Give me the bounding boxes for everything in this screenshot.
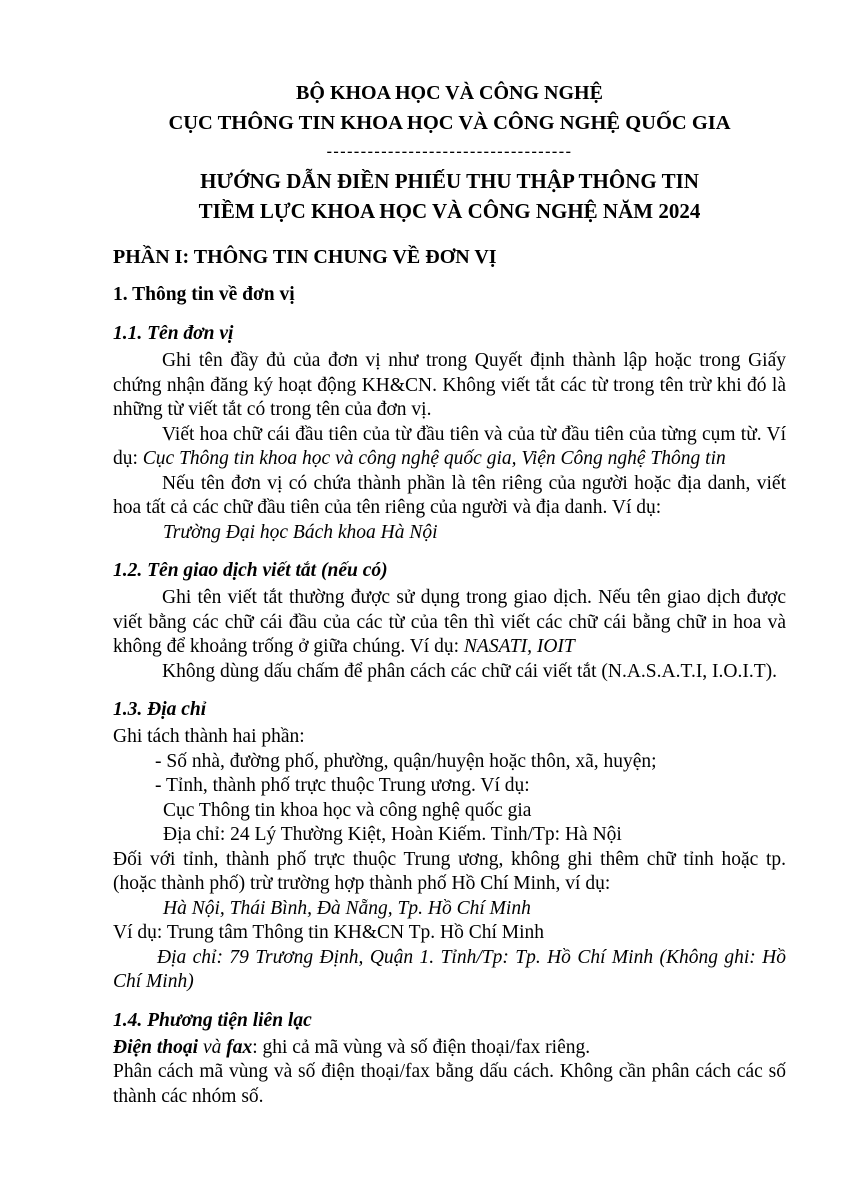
list-item-address-part2: - Tỉnh, thành phố trực thuộc Trung ương. Ví dụ:: [155, 775, 530, 796]
paragraph-1-3-b: Đối với tỉnh, thành phố trực thuộc Trung ương, không ghi thêm chữ tỉnh hoặc tp. (hoặc thành phố) trừ trường hợp thành phố Hồ Chí Minh, ví dụ:: [113, 848, 786, 894]
term-dien-thoai: Điện thoại: [113, 1036, 199, 1058]
subsection-1-2-heading: 1.2. Tên giao dịch viết tắt (nếu có): [113, 560, 388, 581]
text-run: và: [198, 1036, 227, 1058]
doc-title-line1: HƯỚNG DẪN ĐIỀN PHIẾU THU THẬP THÔNG TIN: [200, 169, 699, 193]
paragraph-1-4-b: Phân cách mã vùng và số điện thoại/fax bằng dấu cách. Không cần phân cách các số thành các nhóm số.: [113, 1061, 786, 1107]
org-name-line1: BỘ KHOA HỌC VÀ CÔNG NGHỆ: [296, 82, 603, 104]
paragraph-1-1-b: [113, 423, 786, 472]
org-name-line2: CỤC THÔNG TIN KHOA HỌC VÀ CÔNG NGHỆ QUỐC GIA: [168, 112, 731, 134]
list-item-address-part1: - Số nhà, đường phố, phường, quận/huyện hoặc thôn, xã, huyện;: [155, 750, 657, 772]
text-run: Viết hoa chữ cái đầu tiên của từ đầu tiên và của từ đầu tiên của từng cụm từ. Ví dụ:: [113, 423, 786, 469]
subsection-1-3-heading: 1.3. Địa chỉ: [113, 699, 207, 720]
example-line-dia-chi-79: Địa chỉ: 79 Trương Định, Quận 1. Tỉnh/Tp: Tp. Hồ Chí Minh (Không ghi: Hồ Chí Minh): [113, 946, 786, 992]
header-divider: ------------------------------------: [326, 143, 573, 160]
paragraph-1-3-vi-du: Ví dụ: Trung tâm Thông tin KH&CN Tp. Hồ Chí Minh: [113, 922, 545, 943]
paragraph-1-1-c: Nếu tên đơn vị có chứa thành phần là tên riêng của người hoặc địa danh, viết hoa tất cả các chữ đầu tiên của tên riêng của người và địa danh. Ví dụ:: [113, 472, 786, 518]
part1-heading: PHẦN I: THÔNG TIN CHUNG VỀ ĐƠN VỊ: [113, 246, 497, 268]
subsection-1-4-heading: 1.4. Phương tiện liên lạc: [113, 1009, 312, 1031]
paragraph-1-1-a: Ghi tên đầy đủ của đơn vị như trong Quyết định thành lập hoặc trong Giấy chứng nhận đăng ký hoạt động KH&CN. Không viết tắt các từ trong tên trừ khi đó là những từ viết tắt có trong tên của đơn vị.: [113, 350, 786, 420]
example-line-dia-chi-24: Địa chỉ: 24 Lý Thường Kiệt, Hoàn Kiếm. Tỉnh/Tp: Hà Nội: [163, 824, 622, 845]
text-run: : ghi cả mã vùng và số điện thoại/fax riêng.: [252, 1036, 591, 1058]
example-line-cuc-thong-tin: Cục Thông tin khoa học và công nghệ quốc gia: [163, 799, 532, 821]
paragraph-1-2-a: [113, 586, 786, 660]
example-line-city-names: Hà Nội, Thái Bình, Đà Nẵng, Tp. Hồ Chí Minh: [163, 897, 531, 919]
example-text: Cục Thông tin khoa học và công nghệ quốc gia, Viện Công nghệ Thông tin: [142, 448, 726, 469]
paragraph-1-2-b: Không dùng dấu chấm để phân cách các chữ cái viết tắt (N.A.S.A.T.I, I.O.I.T).: [162, 660, 778, 682]
term-fax: fax: [226, 1036, 253, 1058]
subsection-1-1-heading: 1.1. Tên đơn vị: [113, 323, 234, 344]
document-header: [113, 78, 786, 226]
example-text: NASATI, IOIT: [463, 636, 575, 657]
paragraph-1-3-intro: Ghi tách thành hai phần:: [113, 726, 305, 747]
example-line-truong-dai-hoc: Trường Đại học Bách khoa Hà Nội: [163, 521, 438, 543]
paragraph-1-4-a: [113, 1036, 786, 1061]
text-run: Ghi tên viết tắt thường được sử dụng trong giao dịch. Nếu tên giao dịch được viết bằng các chữ cái đầu của các từ của tên thì viết các chữ cái bằng chữ in hoa và không để khoảng trống ở giữa chúng. Ví dụ:: [113, 587, 786, 657]
doc-title-line2: TIỀM LỰC KHOA HỌC VÀ CÔNG NGHỆ NĂM 2024: [198, 199, 701, 223]
section1-heading: 1. Thông tin về đơn vị: [113, 284, 295, 305]
